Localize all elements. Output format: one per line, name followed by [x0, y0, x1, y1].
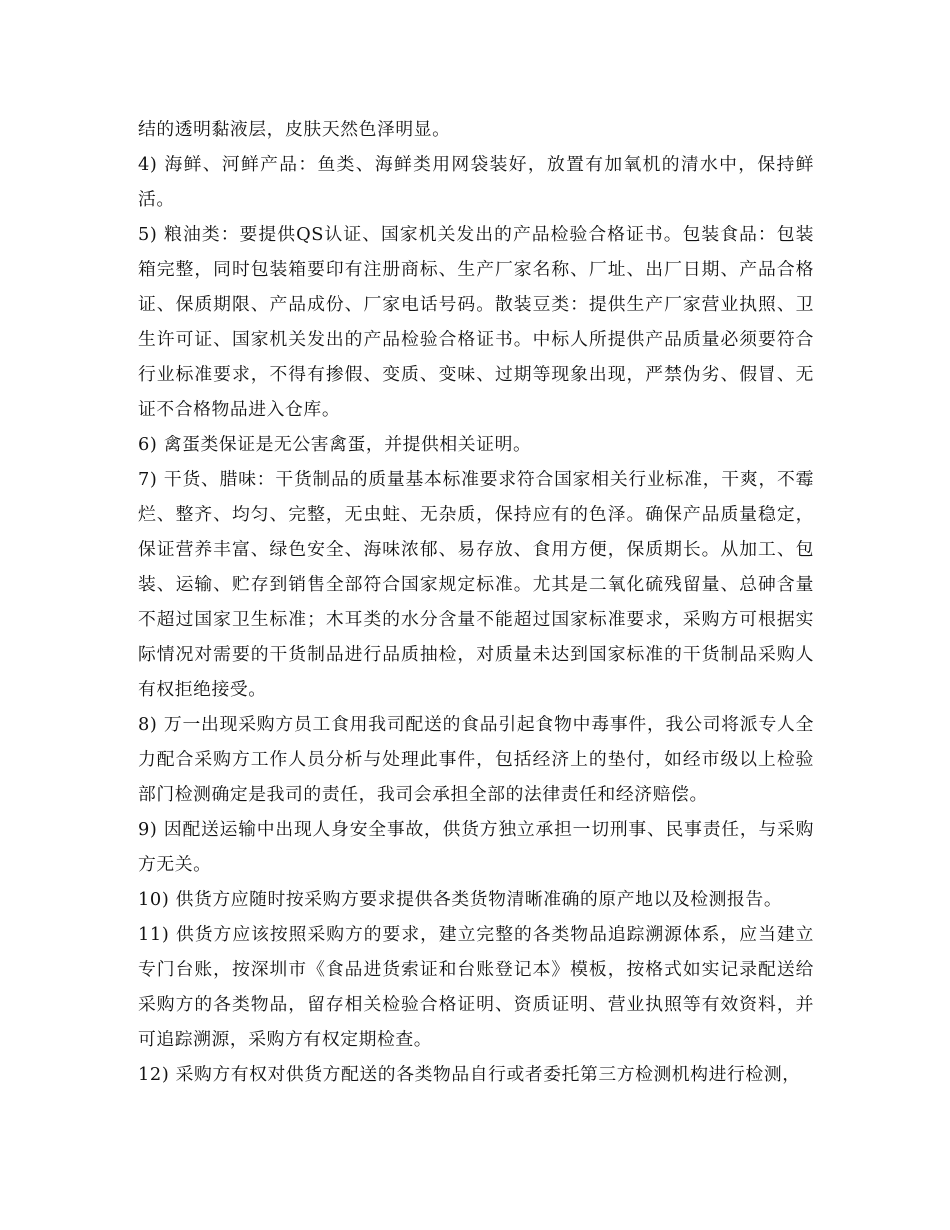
paragraph-item-7-dried-goods: 7) 干货、腊味：干货制品的质量基本标准要求符合国家相关行业标准，干爽，不霉烂、整齐、均匀、完整，无虫蛀、无杂质，保持应有的色泽。确保产品质量稳定，保证营养丰富、绿色安全、海味浓郁、易存放、食用方便，保质期长。从加工、包装、运输、贮存到销售全部符合国家规定标准。尤其是二氧化硫残留量、总砷含量不超过国家卫生标准；木耳类的水分含量不能超过国家标准要求，采购方可根据实际情况对需要的干货制品进行品质抽检，对质量未达到国家标准的干货制品采购人有权拒绝接受。 [138, 469, 814, 700]
paragraph-continuation: 结的透明黏液层，皮肤天然色泽明显。 [138, 119, 451, 140]
paragraph-item-4-seafood: 4) 海鲜、河鲜产品：鱼类、海鲜类用网袋装好，放置有加氧机的清水中，保持鲜活。 [138, 154, 814, 210]
paragraph-item-8-food-poisoning: 8) 万一出现采购方员工食用我司配送的食品引起食物中毒事件，我公司将派专人全力配合采购方工作人员分析与处理此事件，包括经济上的垫付，如经市级以上检验部门检测确定是我司的责任，我司会承担全部的法律责任和经济赔偿。 [138, 714, 814, 805]
document-body [138, 112, 814, 1092]
paragraph-item-5-grain-oil: 5) 粮油类：要提供QS认证、国家机关发出的产品检验合格证书。包装食品：包装箱完整，同时包装箱要印有注册商标、生产厂家名称、厂址、出厂日期、产品合格证、保质期限、产品成份、厂家电话号码。散装豆类：提供生产厂家营业执照、卫生许可证、国家机关发出的产品检验合格证书。中标人所提供产品质量必须要符合行业标准要求，不得有掺假、变质、变味、过期等现象出现，严禁伪劣、假冒、无证不合格物品进入仓库。 [138, 224, 814, 420]
paragraph-item-6-eggs: 6) 禽蛋类保证是无公害禽蛋，并提供相关证明。 [138, 434, 532, 455]
paragraph-item-12-inspection: 12) 采购方有权对供货方配送的各类物品自行或者委托第三方检测机构进行检测， [138, 1064, 801, 1085]
paragraph-item-10-origin-report: 10) 供货方应随时按采购方要求提供各类货物清晰准确的原产地以及检测报告。 [138, 889, 783, 910]
paragraph-item-9-transport-safety: 9) 因配送运输中出现人身安全事故，供货方独立承担一切刑事、民事责任，与采购方无关。 [138, 819, 814, 875]
paragraph-item-11-traceability: 11) 供货方应该按照采购方的要求，建立完整的各类物品追踪溯源体系，应当建立专门台账，按深圳市《食品进货索证和台账登记本》模板，按格式如实记录配送给采购方的各类物品，留存相关检验合格证明、资质证明、营业执照等有效资料，并可追踪溯源，采购方有权定期检查。 [138, 924, 814, 1050]
